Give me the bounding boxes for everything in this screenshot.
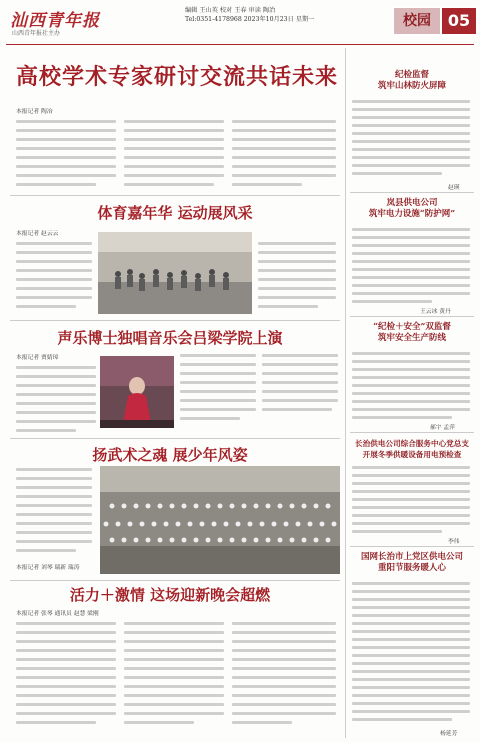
sidebar-divider-line (350, 546, 474, 547)
date-line: Tel:0351-4178968 2023年10月23日 星期一 (185, 16, 315, 23)
article5-title: 活力＋激情 这场迎新晚会超燃 (69, 586, 271, 604)
article-divider (10, 580, 340, 581)
section-tag (392, 6, 478, 36)
sidebar-item-signature: 王云冰 黄丹 (420, 309, 451, 315)
sidebar-item-signature: 赵瑛 (448, 185, 460, 191)
sidebar-divider-line (350, 192, 474, 193)
sidebar-item-signature: 郝宇 孟萍 (430, 425, 456, 431)
section-name: 校园 (394, 8, 440, 34)
sidebar-item-signature: 李伟 (448, 539, 460, 545)
article3-title: 声乐博士独唱音乐会吕梁学院上演 (57, 329, 283, 347)
page-number: 05 (442, 8, 476, 34)
article4-byline: 本报记者 刘琴 瑞新 瑞涛 (16, 565, 80, 571)
editor-line: 编辑 王山英 校对 王春 审读 陶冶 (185, 7, 276, 14)
issue-meta (185, 6, 385, 24)
newspaper-logo: 汕西青年报 (10, 11, 100, 31)
sidebar-item-signature: 杨延芳 (440, 731, 458, 737)
article1-byline: 本报记者 陶冶 (16, 109, 53, 115)
article3-byline: 本报记者 贾婧璋 (16, 355, 59, 361)
article2-photo (98, 232, 252, 314)
article4-title: 扬武术之魂 展少年风姿 (92, 446, 248, 464)
article-divider (10, 195, 340, 196)
sidebar-item-title: “纪检＋安全”双监督 筑牢安全生产防线 (373, 322, 451, 343)
article3-photo (100, 356, 174, 428)
article2-byline: 本报记者 赵云云 (16, 231, 59, 237)
sidebar-item-title: 纪检监督 筑牢山林防火屏障 (377, 70, 446, 91)
masthead-rule (6, 44, 474, 45)
sidebar-divider-line (350, 432, 474, 433)
article5-byline: 本报记者 张琴 通讯员 赵慧 梁刚 (16, 611, 99, 617)
article1-title: 高校学术专家研讨交流共话未来 (16, 64, 339, 90)
sidebar-item-title: 国网长治市上党区供电公司 重阳节服务暖人心 (360, 552, 463, 573)
article4-photo (100, 466, 340, 574)
article2-title: 体育嘉年华 运动展风采 (97, 204, 253, 222)
sidebar-item-title: 长治供电公司综合服务中心党总支 开展冬季供暖设备用电预检查 (355, 439, 469, 459)
article-divider (10, 438, 340, 439)
article-divider (10, 320, 340, 321)
sidebar-divider (345, 48, 346, 738)
logo-subtitle: 山西青年报社主办 (12, 30, 61, 37)
sidebar-item-title: 岚县供电公司 筑牢电力设施“防护网” (368, 198, 456, 219)
masthead (0, 0, 480, 46)
sidebar-divider-line (350, 316, 474, 317)
